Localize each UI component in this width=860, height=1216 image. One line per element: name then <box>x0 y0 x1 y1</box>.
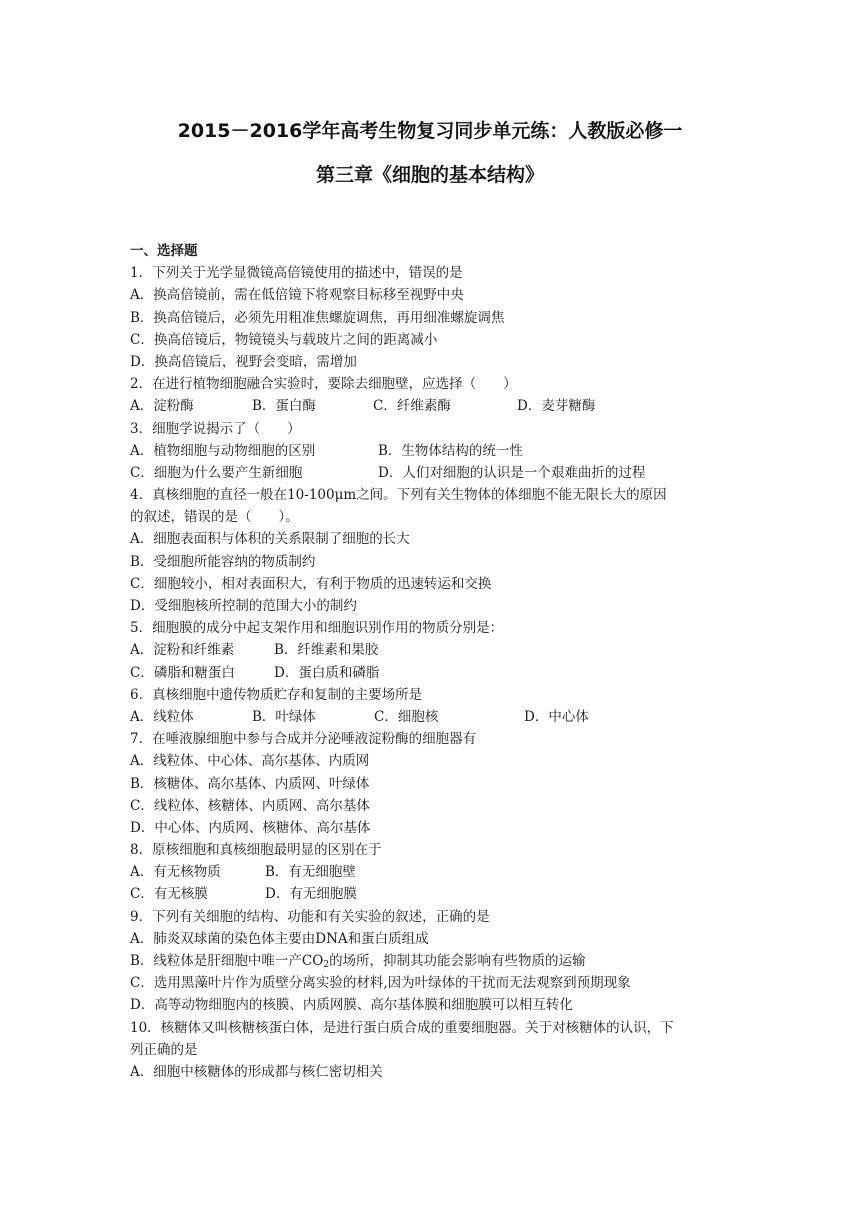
question-1-option-a: A．换高倍镜前，需在低倍镜下将观察目标移至视野中央 <box>130 287 464 304</box>
question-7-option-d: D．中心体、内质网、核糖体、高尔基体 <box>130 819 371 836</box>
question-3-option-a: A．植物细胞与动物细胞的区别 <box>130 442 316 459</box>
question-5-option-d: D．蛋白质和磷脂 <box>274 664 380 681</box>
question-7-stem: 7．在唾液腺细胞中参与合成并分泌唾液淀粉酶的细胞器有 <box>130 731 477 748</box>
question-2-option-b: B．蛋白酶 <box>252 398 316 415</box>
question-10-stem-line2: 列正确的是 <box>130 1041 198 1058</box>
question-3-option-b: B．生物体结构的统一性 <box>378 442 523 459</box>
chapter-title: 第三章《细胞的基本结构》 <box>315 164 544 186</box>
question-3-stem: 3．细胞学说揭示了（ ） <box>130 420 301 437</box>
question-10-stem-line1: 10．核糖体又叫核糖核蛋白体，是进行蛋白质合成的重要细胞器。关于对核糖体的认识，下 <box>130 1019 674 1036</box>
question-5-options-cd <box>130 662 740 684</box>
question-2-options <box>130 395 740 417</box>
question-3-option-c: C．细胞为什么要产生新细胞 <box>130 464 303 481</box>
question-8-options-cd <box>130 883 740 905</box>
question-9-option-b-tail: 的场所，抑制其功能会影响有些物质的运输 <box>329 953 586 969</box>
section-heading: 一、选择题 <box>130 243 198 259</box>
question-8-option-b: B．有无细胞壁 <box>265 864 356 881</box>
question-4-option-b: B．受细胞所能容纳的物质制约 <box>130 553 316 570</box>
question-5-stem: 5．细胞膜的成分中起支架作用和细胞识别作用的物质分别是： <box>130 620 504 637</box>
question-7-option-c: C．线粒体、核糖体、内质网、高尔基体 <box>130 797 370 814</box>
question-2-option-c: C．纤维素酶 <box>373 398 451 415</box>
question-6-options <box>130 706 740 728</box>
question-1-option-b: B．换高倍镜后，必须先用粗准焦螺旋调焦，再用细准螺旋调焦 <box>130 309 505 326</box>
question-5-option-b: B．纤维素和果胶 <box>274 642 379 659</box>
question-3-option-d: D．人们对细胞的认识是一个艰难曲折的过程 <box>378 464 646 481</box>
question-7-option-a: A．线粒体、中心体、高尔基体、内质网 <box>130 753 370 770</box>
question-9-option-a: A．肺炎双球菌的染色体主要由DNA和蛋白质组成 <box>130 930 429 947</box>
question-5-option-c: C．磷脂和糖蛋白 <box>130 664 235 681</box>
question-list <box>130 240 740 1083</box>
question-2-option-d: D．麦芽糖酶 <box>517 398 596 415</box>
question-9-option-c: C．选用黑藻叶片作为质壁分离实验的材料,因为叶绿体的干扰而无法观察到预期现象 <box>130 975 631 992</box>
question-6-stem: 6．真核细胞中遗传物质贮存和复制的主要场所是 <box>130 686 423 703</box>
question-4-option-c: C．细胞较小，相对表面积大，有利于物质的迅速转运和交换 <box>130 575 492 592</box>
question-9-stem: 9．下列有关细胞的结构、功能和有关实验的叙述，正确的是 <box>130 908 490 925</box>
question-10-option-a: A．细胞中核糖体的形成都与核仁密切相关 <box>130 1063 383 1080</box>
question-4-stem-line1: 4．真核细胞的直径一般在10-100μm之间。下列有关生物体的体细胞不能无限长大的原因 <box>130 487 667 504</box>
question-6-option-d: D．中心体 <box>524 708 589 725</box>
question-8-option-a: A．有无核物质 <box>130 864 221 881</box>
question-8-stem: 8．原核细胞和真核细胞最明显的区别在于 <box>130 842 382 859</box>
question-3-options-ab <box>130 440 740 462</box>
question-6-option-c: C．细胞核 <box>374 708 439 725</box>
question-7-option-b: B．核糖体、高尔基体、内质网、叶绿体 <box>130 775 370 792</box>
question-6-option-a: A．线粒体 <box>130 708 194 725</box>
question-9-option-b <box>130 950 740 972</box>
question-9-option-b-text: B．线粒体是肝细胞中唯一产CO <box>130 953 324 969</box>
question-5-options-ab <box>130 639 740 661</box>
question-8-option-c: C．有无核膜 <box>130 886 208 903</box>
question-9-option-b-subscript: 2 <box>323 960 330 970</box>
document-title: 2015－2016学年高考生物复习同步单元练：人教版必修一 <box>177 120 683 142</box>
question-8-option-d: D．有无细胞膜 <box>265 886 357 903</box>
question-1-option-d: D．换高倍镜后，视野会变暗，需增加 <box>130 353 357 370</box>
question-3-options-cd <box>130 462 740 484</box>
question-8-options-ab <box>130 861 740 883</box>
question-2-stem: 2．在进行植物细胞融合实验时，要除去细胞壁，应选择（ ） <box>130 376 517 393</box>
question-4-stem-line2: 的叙述，错误的是（ ）。 <box>130 509 299 526</box>
question-6-option-b: B．叶绿体 <box>252 708 316 725</box>
question-2-option-a: A．淀粉酶 <box>130 398 194 415</box>
question-9-option-d: D．高等动物细胞内的核膜、内质网膜、高尔基体膜和细胞膜可以相互转化 <box>130 997 573 1014</box>
question-1-option-c: C．换高倍镜后，物镜镜头与载玻片之间的距离减小 <box>130 331 438 348</box>
question-4-option-d: D．受细胞核所控制的范围大小的制约 <box>130 598 357 614</box>
question-5-option-a: A．淀粉和纤维素 <box>130 642 235 659</box>
question-1-stem: 1．下列关于光学显微镜高倍镜使用的描述中，错误的是 <box>130 265 463 282</box>
question-4-option-a: A．细胞表面积与体积的关系限制了细胞的长大 <box>130 531 410 548</box>
